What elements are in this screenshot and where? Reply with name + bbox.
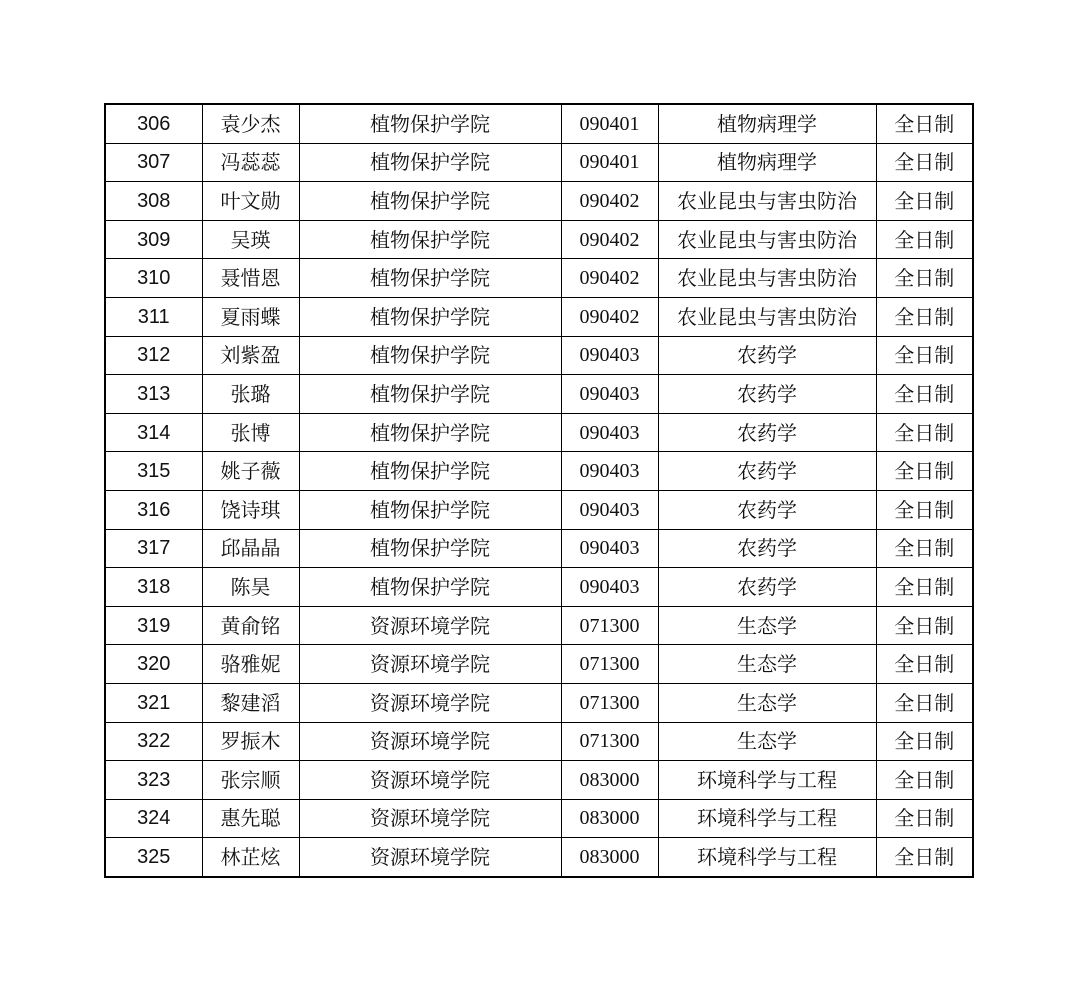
college-name-cell: 植物保护学院 bbox=[299, 143, 561, 182]
study-mode-cell: 全日制 bbox=[876, 529, 973, 568]
row-number-cell: 313 bbox=[105, 375, 202, 414]
major-name-cell: 农药学 bbox=[658, 452, 876, 491]
student-name-cell: 冯蕊蕊 bbox=[202, 143, 299, 182]
study-mode-cell: 全日制 bbox=[876, 490, 973, 529]
major-name-cell: 农业昆虫与害虫防治 bbox=[658, 220, 876, 259]
student-name-cell: 陈昊 bbox=[202, 568, 299, 607]
major-code-cell: 090403 bbox=[561, 529, 658, 568]
major-code-cell: 083000 bbox=[561, 838, 658, 877]
major-code-cell: 090402 bbox=[561, 259, 658, 298]
college-name-cell: 植物保护学院 bbox=[299, 104, 561, 143]
major-name-cell: 农业昆虫与害虫防治 bbox=[658, 182, 876, 221]
major-name-cell: 生态学 bbox=[658, 645, 876, 684]
study-mode-cell: 全日制 bbox=[876, 799, 973, 838]
table-row bbox=[105, 375, 973, 414]
row-number-cell: 319 bbox=[105, 606, 202, 645]
student-name-cell: 姚子薇 bbox=[202, 452, 299, 491]
college-name-cell: 植物保护学院 bbox=[299, 375, 561, 414]
table-row bbox=[105, 297, 973, 336]
college-name-cell: 植物保护学院 bbox=[299, 568, 561, 607]
student-name-cell: 聂惜恩 bbox=[202, 259, 299, 298]
study-mode-cell: 全日制 bbox=[876, 683, 973, 722]
major-name-cell: 农业昆虫与害虫防治 bbox=[658, 259, 876, 298]
major-name-cell: 农药学 bbox=[658, 568, 876, 607]
major-name-cell: 生态学 bbox=[658, 606, 876, 645]
student-name-cell: 林芷炫 bbox=[202, 838, 299, 877]
table-row bbox=[105, 413, 973, 452]
student-name-cell: 骆雅妮 bbox=[202, 645, 299, 684]
study-mode-cell: 全日制 bbox=[876, 413, 973, 452]
row-number-cell: 320 bbox=[105, 645, 202, 684]
row-number-cell: 315 bbox=[105, 452, 202, 491]
major-name-cell: 农药学 bbox=[658, 336, 876, 375]
college-name-cell: 资源环境学院 bbox=[299, 799, 561, 838]
major-code-cell: 071300 bbox=[561, 645, 658, 684]
row-number-cell: 325 bbox=[105, 838, 202, 877]
study-mode-cell: 全日制 bbox=[876, 143, 973, 182]
student-name-cell: 吴瑛 bbox=[202, 220, 299, 259]
major-code-cell: 083000 bbox=[561, 761, 658, 800]
study-mode-cell: 全日制 bbox=[876, 220, 973, 259]
table-row bbox=[105, 606, 973, 645]
college-name-cell: 植物保护学院 bbox=[299, 336, 561, 375]
table-row bbox=[105, 143, 973, 182]
college-name-cell: 植物保护学院 bbox=[299, 297, 561, 336]
major-name-cell: 环境科学与工程 bbox=[658, 761, 876, 800]
major-code-cell: 083000 bbox=[561, 799, 658, 838]
major-code-cell: 071300 bbox=[561, 722, 658, 761]
college-name-cell: 植物保护学院 bbox=[299, 529, 561, 568]
table-row bbox=[105, 568, 973, 607]
table-row bbox=[105, 683, 973, 722]
major-code-cell: 090401 bbox=[561, 143, 658, 182]
student-name-cell: 夏雨蝶 bbox=[202, 297, 299, 336]
college-name-cell: 资源环境学院 bbox=[299, 722, 561, 761]
college-name-cell: 资源环境学院 bbox=[299, 683, 561, 722]
student-name-cell: 饶诗琪 bbox=[202, 490, 299, 529]
major-name-cell: 农药学 bbox=[658, 490, 876, 529]
study-mode-cell: 全日制 bbox=[876, 838, 973, 877]
table-row bbox=[105, 529, 973, 568]
major-name-cell: 环境科学与工程 bbox=[658, 838, 876, 877]
major-code-cell: 090402 bbox=[561, 220, 658, 259]
study-mode-cell: 全日制 bbox=[876, 297, 973, 336]
row-number-cell: 311 bbox=[105, 297, 202, 336]
major-name-cell: 农药学 bbox=[658, 529, 876, 568]
row-number-cell: 318 bbox=[105, 568, 202, 607]
study-mode-cell: 全日制 bbox=[876, 182, 973, 221]
major-name-cell: 环境科学与工程 bbox=[658, 799, 876, 838]
row-number-cell: 308 bbox=[105, 182, 202, 221]
major-name-cell: 生态学 bbox=[658, 683, 876, 722]
table-row bbox=[105, 490, 973, 529]
college-name-cell: 植物保护学院 bbox=[299, 413, 561, 452]
row-number-cell: 314 bbox=[105, 413, 202, 452]
major-name-cell: 植物病理学 bbox=[658, 143, 876, 182]
row-number-cell: 307 bbox=[105, 143, 202, 182]
table-row bbox=[105, 336, 973, 375]
student-name-cell: 罗振木 bbox=[202, 722, 299, 761]
row-number-cell: 312 bbox=[105, 336, 202, 375]
table-row bbox=[105, 104, 973, 143]
major-code-cell: 090403 bbox=[561, 336, 658, 375]
row-number-cell: 310 bbox=[105, 259, 202, 298]
college-name-cell: 资源环境学院 bbox=[299, 606, 561, 645]
table-body bbox=[105, 104, 973, 877]
major-code-cell: 071300 bbox=[561, 606, 658, 645]
table-row bbox=[105, 645, 973, 684]
table-row bbox=[105, 259, 973, 298]
major-code-cell: 090403 bbox=[561, 413, 658, 452]
college-name-cell: 植物保护学院 bbox=[299, 220, 561, 259]
student-name-cell: 黄俞铭 bbox=[202, 606, 299, 645]
major-code-cell: 090402 bbox=[561, 297, 658, 336]
college-name-cell: 植物保护学院 bbox=[299, 259, 561, 298]
college-name-cell: 资源环境学院 bbox=[299, 838, 561, 877]
major-name-cell: 植物病理学 bbox=[658, 104, 876, 143]
major-code-cell: 090403 bbox=[561, 568, 658, 607]
row-number-cell: 317 bbox=[105, 529, 202, 568]
study-mode-cell: 全日制 bbox=[876, 336, 973, 375]
table-row bbox=[105, 182, 973, 221]
study-mode-cell: 全日制 bbox=[876, 722, 973, 761]
study-mode-cell: 全日制 bbox=[876, 568, 973, 607]
major-code-cell: 090403 bbox=[561, 452, 658, 491]
student-name-cell: 叶文勋 bbox=[202, 182, 299, 221]
table-row bbox=[105, 761, 973, 800]
row-number-cell: 324 bbox=[105, 799, 202, 838]
major-name-cell: 农药学 bbox=[658, 413, 876, 452]
row-number-cell: 321 bbox=[105, 683, 202, 722]
major-code-cell: 071300 bbox=[561, 683, 658, 722]
college-name-cell: 植物保护学院 bbox=[299, 490, 561, 529]
row-number-cell: 309 bbox=[105, 220, 202, 259]
student-name-cell: 黎建滔 bbox=[202, 683, 299, 722]
table-row bbox=[105, 799, 973, 838]
row-number-cell: 322 bbox=[105, 722, 202, 761]
admission-list-table bbox=[104, 103, 974, 878]
student-name-cell: 张璐 bbox=[202, 375, 299, 414]
study-mode-cell: 全日制 bbox=[876, 761, 973, 800]
major-code-cell: 090402 bbox=[561, 182, 658, 221]
student-name-cell: 刘紫盈 bbox=[202, 336, 299, 375]
table-row bbox=[105, 722, 973, 761]
student-name-cell: 惠先聪 bbox=[202, 799, 299, 838]
major-code-cell: 090403 bbox=[561, 490, 658, 529]
row-number-cell: 323 bbox=[105, 761, 202, 800]
row-number-cell: 316 bbox=[105, 490, 202, 529]
table-row bbox=[105, 220, 973, 259]
study-mode-cell: 全日制 bbox=[876, 645, 973, 684]
major-code-cell: 090401 bbox=[561, 104, 658, 143]
major-name-cell: 农药学 bbox=[658, 375, 876, 414]
study-mode-cell: 全日制 bbox=[876, 375, 973, 414]
major-name-cell: 农业昆虫与害虫防治 bbox=[658, 297, 876, 336]
major-code-cell: 090403 bbox=[561, 375, 658, 414]
row-number-cell: 306 bbox=[105, 104, 202, 143]
college-name-cell: 资源环境学院 bbox=[299, 645, 561, 684]
college-name-cell: 资源环境学院 bbox=[299, 761, 561, 800]
study-mode-cell: 全日制 bbox=[876, 606, 973, 645]
table-row bbox=[105, 838, 973, 877]
student-name-cell: 张宗顺 bbox=[202, 761, 299, 800]
student-name-cell: 张博 bbox=[202, 413, 299, 452]
study-mode-cell: 全日制 bbox=[876, 452, 973, 491]
college-name-cell: 植物保护学院 bbox=[299, 182, 561, 221]
student-name-cell: 袁少杰 bbox=[202, 104, 299, 143]
table-row bbox=[105, 452, 973, 491]
study-mode-cell: 全日制 bbox=[876, 104, 973, 143]
study-mode-cell: 全日制 bbox=[876, 259, 973, 298]
major-name-cell: 生态学 bbox=[658, 722, 876, 761]
student-name-cell: 邱晶晶 bbox=[202, 529, 299, 568]
college-name-cell: 植物保护学院 bbox=[299, 452, 561, 491]
